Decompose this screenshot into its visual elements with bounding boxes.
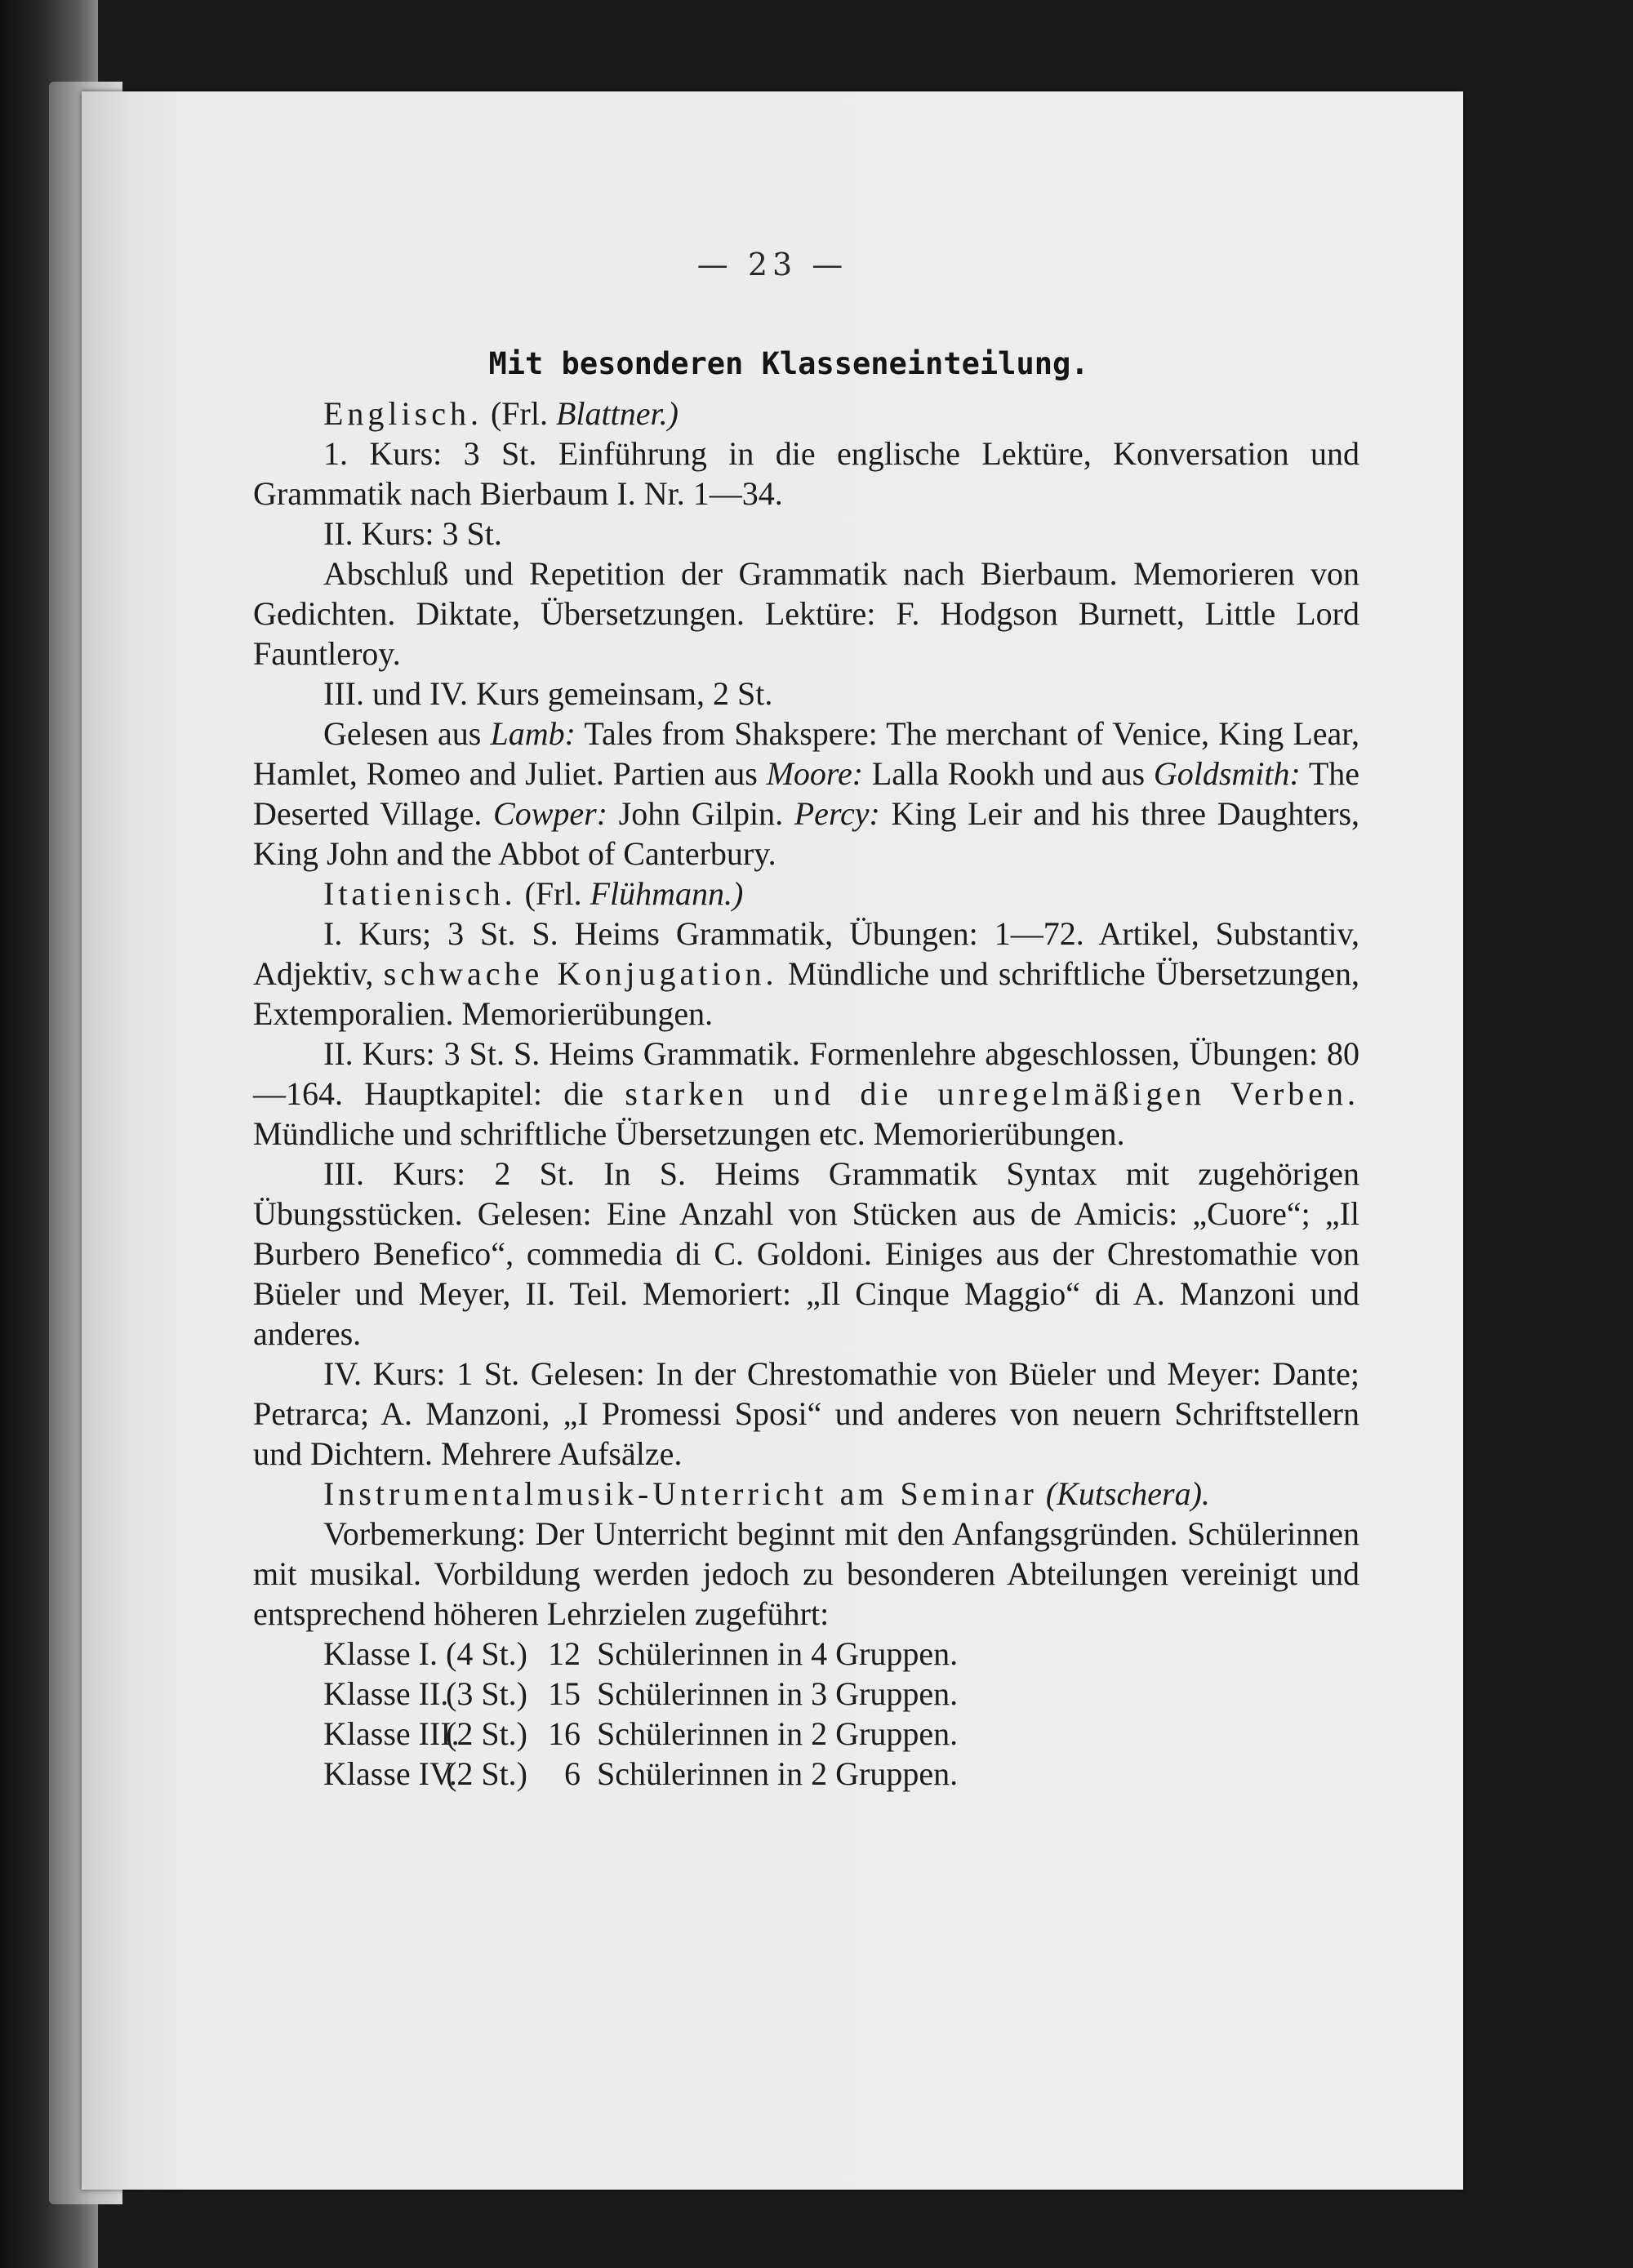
englisch-title: Englisch. (323, 395, 483, 432)
instrumental-teacher: (Kutschera). (1045, 1475, 1210, 1512)
klasse-row (253, 1714, 1359, 1754)
book-page (82, 91, 1463, 2190)
page-body (253, 394, 1359, 1794)
klasse-text: Schülerinnen in 4 Gruppen. (597, 1635, 959, 1672)
englisch-teacher: Blattner.) (555, 395, 679, 432)
klasse-text: Schülerinnen in 3 Gruppen. (597, 1675, 959, 1712)
klasse-stunden: (2 St.) (446, 1755, 527, 1792)
klasse-label: Klasse I. (323, 1635, 438, 1672)
klasse-stunden: (2 St.) (446, 1715, 527, 1752)
kurs-2-spaced: starken und die unregelmäßigen Verben. (625, 1075, 1360, 1112)
klasse-label: Klasse II. (323, 1675, 449, 1712)
italienisch-title: Itatienisch. (323, 875, 517, 912)
italienisch-teacher: Flühmann.) (590, 875, 744, 912)
italienisch-title-line (253, 874, 1359, 914)
klasse-text: Schülerinnen in 2 Gruppen. (597, 1755, 959, 1792)
kurs-2-text-b: Mündliche und schriftliche Übersetzungen etc. Memorierübungen. (253, 1115, 1125, 1152)
klasse-anzahl: 16 (548, 1715, 581, 1752)
englisch-gelesen (253, 714, 1359, 874)
italienisch-kurs-2 (253, 1034, 1359, 1154)
klasse-row (253, 1754, 1359, 1794)
gelesen-text-6: King Leir and his three Daughters, King John and the Abbot of Canterbury. (253, 795, 1360, 872)
englisch-kurs-1: 1. Kurs: 3 St. Einführung in die englische Lektüre, Konversation und Grammatik nach Bierbaum I. Nr. 1—34. (253, 435, 1359, 512)
englisch-title-line (253, 394, 1359, 434)
klasse-label: Klasse III. (323, 1715, 460, 1752)
kurs-1-text-b: Mündliche und schriftliche Übersetzungen, Extemporalien. Memorierübungen. (253, 955, 1360, 1032)
gelesen-text-5: John Gilpin. (618, 795, 784, 832)
klasse-anzahl: 15 (548, 1675, 581, 1712)
italienisch-kurs-4: IV. Kurs: 1 St. Gelesen: In der Chrestomathie von Büeler und Meyer: Dante; Petrarca; A. Manzoni, „I Promessi Sposi“ und anderes von neuern Schriftstellern und Dichtern. Mehrere Aufsälze. (253, 1355, 1359, 1472)
author-percy: Percy: (794, 795, 880, 832)
instrumental-title: Instrumentalmusik-Unterricht am Seminar (323, 1475, 1038, 1512)
klasse-text: Schülerinnen in 2 Gruppen. (597, 1715, 959, 1752)
englisch-teacher-prefix: (Frl. (490, 395, 548, 432)
klasse-row (253, 1674, 1359, 1714)
gelesen-text-2: Tales from Shakspere: The merchant of Venice, King Lear, Hamlet, Romeo and Juliet. Partien aus (253, 715, 1360, 792)
klasse-label: Klasse IV. (323, 1755, 457, 1792)
klasse-anzahl: 12 (548, 1635, 581, 1672)
author-cowper: Cowper: (493, 795, 608, 832)
gelesen-text-4: The Deserted Village. (253, 755, 1360, 832)
section-heading: Mit besonderen Klasseneinteilung. (488, 346, 1089, 381)
italienisch-kurs-3: III. Kurs: 2 St. In S. Heims Grammatik Syntax mit zugehörigen Übungsstücken. Gelesen: Eine Anzahl von Stücken aus de Amicis: „Cuore“; „Il Burbero Benefico“, commedia di C. Goldoni. Einiges aus der Chrestomathie von Büeler und Meyer, II. Teil. Memoriert: „Il Cinque Maggio“ di A. Manzoni und anderes. (253, 1155, 1359, 1352)
klasse-row (253, 1634, 1359, 1674)
englisch-kurs-3-4: III. und IV. Kurs gemeinsam, 2 St. (323, 675, 773, 712)
klasse-stunden: (4 St.) (446, 1635, 527, 1672)
kurs-1-text-a: I. Kurs; 3 St. S. Heims Grammatik, Übungen: 1—72. Artikel, Substantiv, Adjektiv, (253, 915, 1359, 992)
gelesen-text-3: Lalla Rookh und aus (871, 755, 1146, 792)
italienisch-teacher-prefix: (Frl. (524, 875, 582, 912)
instrumental-title-line (253, 1474, 1359, 1514)
instrumental-vorbemerkung: Vorbemerkung: Der Unterricht beginnt mit den Anfangsgründen. Schülerinnen mit musikal. Vorbildung werden jedoch zu besonderen Abteilungen vereinigt und entsprechend höheren Lehrzielen zugeführt: (253, 1515, 1359, 1632)
kurs-1-spaced: schwache Konjugation. (383, 955, 778, 992)
italienisch-kurs-1 (253, 914, 1359, 1034)
englisch-kurs-2-text: Abschluß und Repetition der Grammatik nach Bierbaum. Memorieren von Gedichten. Diktate, Übersetzungen. Lektüre: F. Hodgson Burnett, Little Lord Fauntleroy. (253, 555, 1359, 672)
author-moore: Moore: (766, 755, 864, 792)
klasse-anzahl: 6 (564, 1755, 581, 1792)
kurs-2-text-a: II. Kurs: 3 St. S. Heims Grammatik. Formenlehre abgeschlossen, Übungen: 80—164. Hauptkapitel: die (253, 1035, 1359, 1112)
author-lamb: Lamb: (490, 715, 576, 752)
author-goldsmith: Goldsmith: (1153, 755, 1301, 792)
englisch-kurs-2: II. Kurs: 3 St. (323, 515, 502, 552)
klasse-stunden: (3 St.) (446, 1675, 527, 1712)
gelesen-text-1: Gelesen aus (323, 715, 482, 752)
page-number: — 23 — (696, 247, 848, 282)
